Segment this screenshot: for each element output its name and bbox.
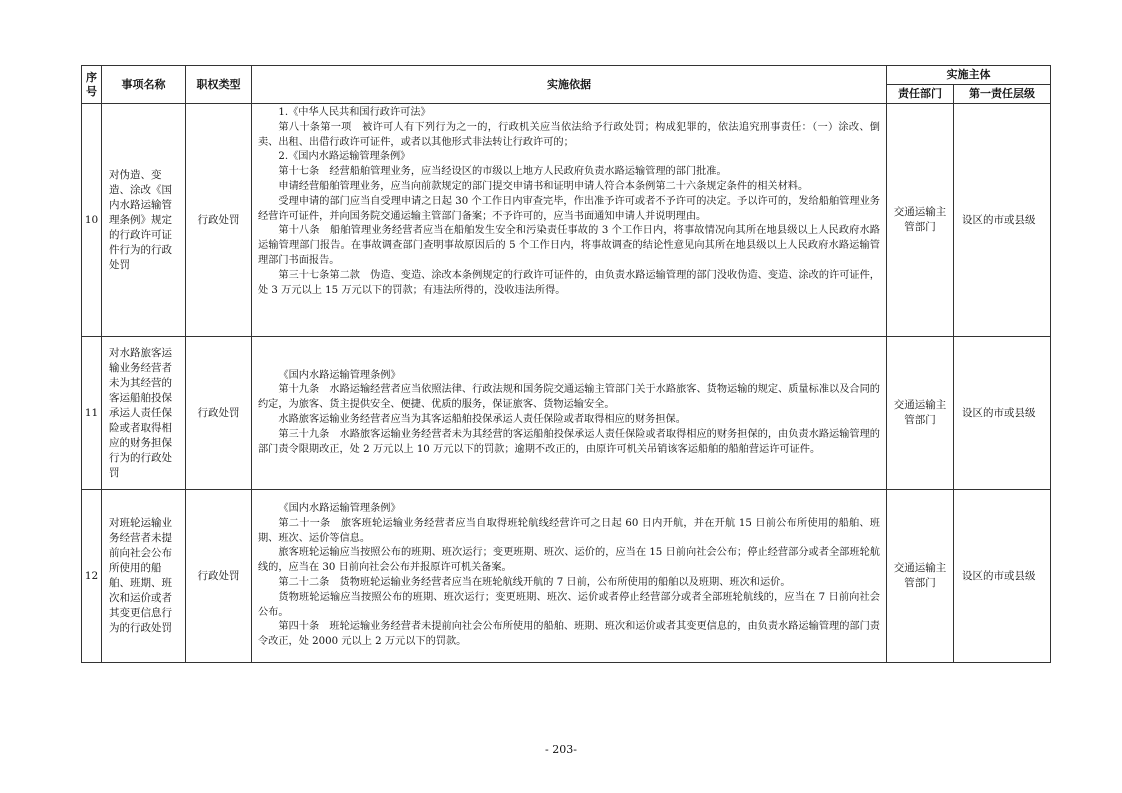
- basis-paragraph: 第三十九条 水路旅客运输业务经营者未为其经营的客运船舶投保承运人责任保险或者取得相应的财务担保的，由负责水路运输管理的部门责令限期改正，处 2 万元以上 10 万元以下的罚款；逾期不改正的，由原许可机关吊销该客运船舶的船舶营运许可证件。: [258, 428, 880, 455]
- basis-paragraph: 第十八条 船舶管理业务经营者应当在船舶发生安全和污染责任事故的 3 个工作日内，将事故情况向其所在地县级以上人民政府水路运输管理部门报告。在事故调查部门查明事故原因后的 5 个工作日内，将事故调查的结论性意见向其所在地县级以上人民政府水路运输管理部门书面报告。: [258, 225, 880, 266]
- basis-paragraph: 第八十条第一项 被许可人有下列行为之一的，行政机关应当依法给予行政处罚；构成犯罪的，依法追究刑事责任：（一）涂改、倒卖、出租、出借行政许可证件，或者以其他形式非法转让行政许可的；: [258, 121, 880, 148]
- row-basis: [252, 490, 887, 663]
- header-level: 第一责任层级: [954, 85, 1051, 104]
- row-basis: [252, 337, 887, 490]
- header-basis: 实施依据: [252, 66, 887, 104]
- row-type: 行政处罚: [186, 104, 252, 337]
- row-type: 行政处罚: [186, 490, 252, 663]
- basis-paragraph: 2.《国内水路运输管理条例》: [278, 151, 411, 163]
- row-name: 对伪造、变造、涂改《国内水路运输管理条例》规定的行政许可证件行为的行政处罚: [102, 104, 186, 337]
- row-name: 对水路旅客运输业务经营者未为其经营的客运船舶投保承运人责任保险或者取得相应的财务担保行为的行政处罚: [102, 337, 186, 490]
- basis-paragraph: 第十七条 经营船舶管理业务，应当经设区的市级以上地方人民政府负责水路运输管理的部门批准。: [278, 166, 727, 178]
- document-page: [81, 65, 1050, 663]
- row-basis: [252, 104, 887, 337]
- basis-paragraph: 货物班轮运输应当按照公布的班期、班次运行；变更班期、班次、运价或者停止经营部分或者全部班轮航线的，应当在 7 日前向社会公布。: [258, 591, 880, 618]
- header-name: 事项名称: [102, 66, 186, 104]
- header-dept: 责任部门: [887, 85, 954, 104]
- basis-paragraph: 《国内水路运输管理条例》: [278, 369, 401, 381]
- table-row: [82, 337, 1051, 490]
- table-row: [82, 490, 1051, 663]
- basis-paragraph: 《国内水路运输管理条例》: [278, 503, 401, 515]
- authority-table: [81, 65, 1051, 663]
- row-name: 对班轮运输业务经营者未提前向社会公布所使用的船舶、班期、班次和运价或者其变更信息行为的行政处罚: [102, 490, 186, 663]
- table-body: [82, 104, 1051, 663]
- basis-paragraph: 第二十一条 旅客班轮运输业务经营者应当自取得班轮航线经营许可之日起 60 日内开航，并在开航 15 日前公布所使用的船舶、班期、班次、运价等信息。: [258, 517, 880, 544]
- row-seq: 11: [82, 337, 102, 490]
- row-dept: 交通运输主管部门: [887, 337, 954, 490]
- basis-paragraph: 1.《中华人民共和国行政许可法》: [278, 107, 431, 118]
- basis-paragraph: 第二十二条 货物班轮运输业务经营者应当在班轮航线开航的 7 日前，公布所使用的船舶以及班期、班次和运价。: [278, 577, 791, 588]
- row-type: 行政处罚: [186, 337, 252, 490]
- basis-paragraph: 受理申请的部门应当自受理申请之日起 30 个工作日内审查完毕，作出准予许可或者不予许可的决定。予以许可的，发给船舶管理业务经营许可证件，并向国务院交通运输主管部门备案；不予许可的，应当书面通知申请人并说明理由。: [258, 195, 880, 222]
- basis-paragraph: 旅客班轮运输应当按照公布的班期、班次运行；变更班期、班次、运价的，应当在 15 日前向社会公布；停止经营部分或者全部班轮航线的，应当在 30 日前向社会公布并报原许可机关备案。: [258, 547, 880, 574]
- header-seq: 序号: [82, 66, 102, 104]
- row-dept: 交通运输主管部门: [887, 490, 954, 663]
- basis-paragraph: 第四十条 班轮运输业务经营者未提前向社会公布所使用的船舶、班期、班次和运价或者其变更信息的，由负责水路运输管理的部门责令改正，处 2000 元以上 2 万元以下的罚款。: [258, 621, 880, 648]
- row-seq: 10: [82, 104, 102, 337]
- row-level: 设区的市或县级: [954, 104, 1051, 337]
- page-number: - 203-: [545, 743, 577, 756]
- basis-paragraph: 申请经营船舶管理业务，应当向前款规定的部门提交申请书和证明申请人符合本条例第二十六条规定条件的相关材料。: [278, 180, 809, 192]
- basis-paragraph: 水路旅客运输业务经营者应当为其客运船舶投保承运人责任保险或者取得相应的财务担保。: [278, 414, 686, 425]
- header-subject: 实施主体: [887, 66, 1051, 85]
- row-seq: 12: [82, 490, 102, 663]
- row-level: 设区的市或县级: [954, 337, 1051, 490]
- header-type: 职权类型: [186, 66, 252, 104]
- row-dept: 交通运输主管部门: [887, 104, 954, 337]
- basis-paragraph: 第三十七条第二款 伪造、变造、涂改本条例规定的行政许可证件的，由负责水路运输管理的部门没收伪造、变造、涂改的许可证件，处 3 万元以上 15 万元以下的罚款；有违法所得的，没收违法所得。: [258, 269, 880, 296]
- table-row: [82, 104, 1051, 337]
- basis-paragraph: 第十九条 水路运输经营者应当依照法律、行政法规和国务院交通运输主管部门关于水路旅客、货物运输的规定、质量标准以及合同的约定，为旅客、货主提供安全、便捷、优质的服务，保证旅客、货物运输安全。: [258, 384, 880, 411]
- row-level: 设区的市或县级: [954, 490, 1051, 663]
